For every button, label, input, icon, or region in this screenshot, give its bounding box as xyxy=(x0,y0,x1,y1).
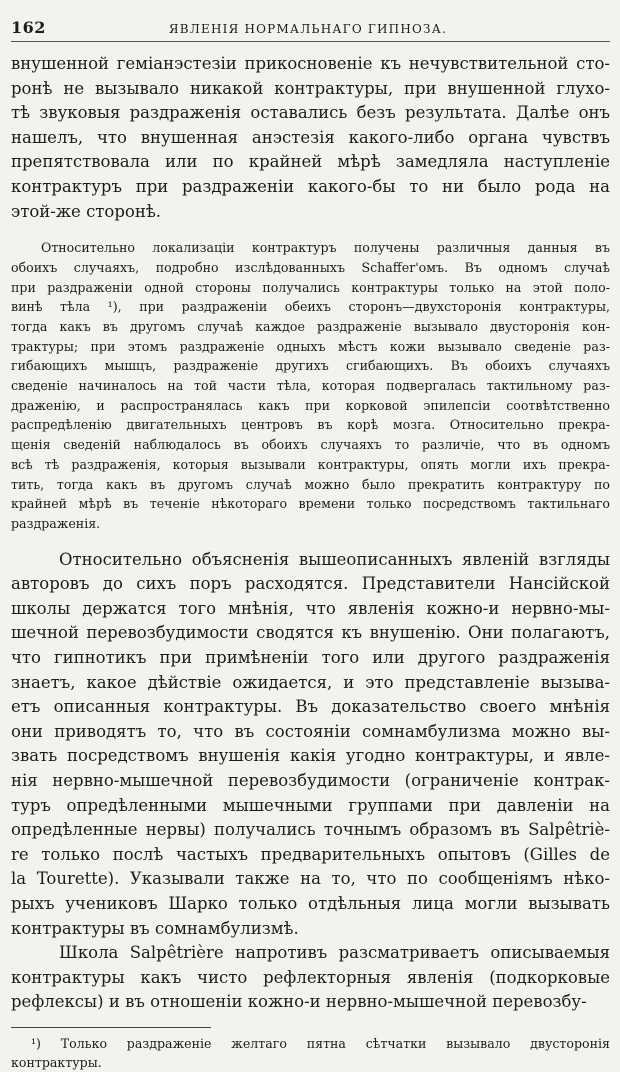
text-line: нашелъ, что внушенная анэстезія какого-либо органа чувствъ xyxy=(11,127,610,147)
text-line: гибающихъ мышцъ, раздраженіе другихъ сгибающихъ. Въ обоихъ случаяхъ xyxy=(11,358,610,374)
text-line: знаетъ, какое дѣйствіе ожидается, и это представленіе вызыва- xyxy=(11,672,610,692)
text-line: всѣ тѣ раздраженія, которыя вызывали контрактуры, опять могли ихъ прекра- xyxy=(11,456,610,472)
text-line: школы держатся того мнѣнія, что явленія кожно-и нервно-мы- xyxy=(11,598,610,618)
text-line: Относительно объясненія вышеописанныхъ явленій взгляды xyxy=(59,549,610,569)
text-line: Школа Salpêtrière напротивъ разсматриваетъ описываемыя xyxy=(59,943,610,963)
text-line: звать посредствомъ внушенія какія угодно контрактуры, и явле- xyxy=(11,746,610,766)
text-line: раздраженія. xyxy=(11,516,101,531)
paragraph-salpetriere-school xyxy=(11,941,610,1015)
text-line: внушенной геміанэстезіи прикосновеніе къ нечувствительной сто- xyxy=(11,54,610,73)
text-line: етъ описанныя контрактуры. Въ доказательство своего мнѣнія xyxy=(11,697,610,717)
running-title: ЯВЛЕНІЯ НОРМАЛЬНАГО ГИПНОЗА. xyxy=(168,22,448,36)
paragraph-continued xyxy=(11,52,610,224)
text-line: что гипнотикъ при примѣненіи того или другого раздраженія xyxy=(11,648,610,668)
text-line: крайней мѣрѣ въ теченіе нѣкотораго времени только посредствомъ тактильнаго xyxy=(11,496,610,512)
text-line: шечной перевозбудимости сводятся къ внушенію. Они полагаютъ, xyxy=(11,623,610,643)
text-line: распредѣленію двигательныхъ центровъ въ корѣ мозга. Относительно прекра- xyxy=(11,417,610,433)
small-print-paragraph xyxy=(11,238,610,534)
paragraph-explanation-views xyxy=(11,548,610,942)
text-line: винѣ тѣла ¹), при раздраженіи обеихъ сторонъ—двухсторонія контрактуры, xyxy=(11,299,610,315)
text-line: Относительно локализаціи контрактуръ получены различныя данныя въ xyxy=(41,240,610,256)
text-line: этой-же сторонѣ. xyxy=(11,201,162,221)
text-line: драженію, и распространялась какъ при корковой эпилепсіи соотвѣтственно xyxy=(11,397,610,413)
text-line: трактуры; при этомъ раздраженіе одныхъ мѣстъ кожи вызывало сведеніе раз- xyxy=(11,338,610,354)
text-line: авторовъ до сихъ поръ расходятся. Представители Нансійской xyxy=(11,574,610,594)
page-header xyxy=(11,18,610,42)
text-line: препятствовала или по крайней мѣрѣ замедляла наступленіе xyxy=(11,152,610,172)
text-line: нія нервно-мышечной перевозбудимости (ограниченіе контрак- xyxy=(11,771,610,791)
text-line: контрактуры въ сомнамбулизмѣ. xyxy=(11,918,299,938)
text-line: опредѣленные нервы) получались точнымъ образомъ въ Salpêtriè- xyxy=(11,820,610,840)
text-line: re только послѣ частыхъ предварительныхъ опытовъ (Gilles de xyxy=(11,844,610,864)
text-line: тогда какъ въ другомъ случаѣ каждое раздраженіе вызывало двусторонія кон- xyxy=(11,318,610,334)
text-line: тѣ звуковыя раздраженія оставались безъ результата. Далѣе онъ xyxy=(11,103,610,123)
page-number: 162 xyxy=(11,18,46,37)
text-line: они приводятъ то, что въ состояніи сомнамбулизма можно вы- xyxy=(11,721,610,741)
text-line: контрактуры какъ чисто рефлекторныя явленія (подкорковые xyxy=(11,967,610,987)
text-line: рыхъ учениковъ Шарко только отдѣльныя лица могли вызывать xyxy=(11,894,610,914)
text-line: туръ опредѣленными мышечными группами при давленіи на xyxy=(11,795,610,815)
text-line: при раздраженіи одной стороны получались контрактуры только на этой поло- xyxy=(11,279,610,295)
text-line: рефлексы) и въ отношеніи кожно-и нервно-мышечной перевозбу- xyxy=(11,992,587,1012)
text-line: контрактуры. xyxy=(11,1054,102,1070)
footnote-divider xyxy=(11,1027,211,1028)
text-line: сведеніе начиналось на той части тѣла, которая подвергалась тактильному раз- xyxy=(11,378,610,394)
text-line: щенія сведеній наблюдалось въ обоихъ случаяхъ то различіе, что въ одномъ xyxy=(11,437,610,453)
footnote xyxy=(11,1034,610,1072)
text-line: la Tourette). Указывали также на то, что по сообщеніямъ нѣко- xyxy=(11,869,610,889)
text-line: обоихъ случаяхъ, подробно изслѣдованныхъ Schaffer'омъ. Въ одномъ случаѣ xyxy=(11,259,610,275)
text-line: контрактуръ при раздраженіи какого-бы то ни было рода на xyxy=(11,176,610,196)
text-line: ронѣ не вызывало никакой контрактуры, при внушенной глухо- xyxy=(11,78,610,98)
text-line: ¹) Только раздраженіе желтаго пятна сѣтчатки вызывало двусторонія xyxy=(31,1035,610,1051)
text-line: тить, тогда какъ въ другомъ случаѣ можно было прекратить контрактуру по xyxy=(11,476,610,492)
